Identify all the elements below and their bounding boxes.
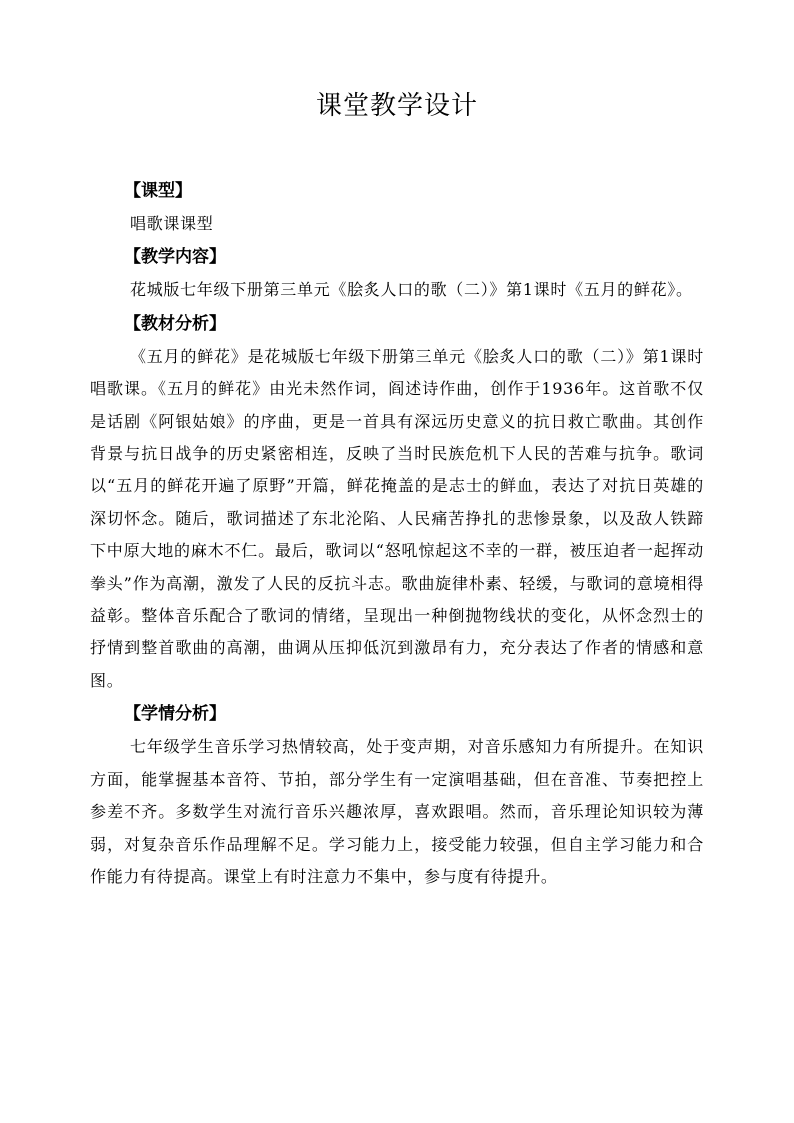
- section-text-lesson-type: 唱歌课课型: [130, 214, 214, 233]
- section-text-student-analysis: 七年级学生音乐学习热情较高，处于变声期，对音乐感知力有所提升。在知识方面，能掌握基本音符、节拍，部分学生有一定演唱基础，但在音准、节奏把控上参差不齐。多数学生对流行音乐兴趣浓厚，喜欢跟唱。然而，音乐理论知识较为薄弱，对复杂音乐作品理解不足。学习能力上，接受能力较强，但自主学习能力和合作能力有待提高。课堂上有时注意力不集中，参与度有待提升。: [90, 737, 704, 886]
- section-heading-lesson-type: 【课型】: [124, 181, 192, 201]
- page-title: 课堂教学设计: [315, 91, 478, 121]
- section-text-material-analysis: 《五月的鲜花》是花城版七年级下册第三单元《脍炙人口的歌（二）》第1课时唱歌课。《五月的鲜花》由光未然作词，阎述诗作曲，创作于1936年。这首歌不仅是话剧《阿银姑娘》的序曲，更是一首具有深远历史意义的抗日救亡歌曲。其创作背景与抗日战争的历史紧密相连，反映了当时民族危机下人民的苦难与抗争。歌词以“五月的鲜花开遍了原野”开篇，鲜花掩盖的是志士的鲜血，表达了对抗日英雄的深切怀念。随后，歌词描述了东北沦陷、人民痛苦挣扎的悲惨景象，以及敌人铁蹄下中原大地的麻木不仁。最后，歌词以“怒吼惊起这不幸的一群，被压迫者一起挥动拳头”作为高潮，激发了人民的反抗斗志。歌曲旋律朴素、轻缓，与歌词的意境相得益彰。整体音乐配合了歌词的情绪，呈现出一种倒抛物线状的变化，从怀念烈士的抒情到整首歌曲的高潮，曲调从压抑低沉到激昂有力，充分表达了作者的情感和意图。: [90, 346, 704, 690]
- document-body: [90, 174, 704, 893]
- section-heading-teaching-content: 【教学内容】: [124, 247, 226, 268]
- section-text-teaching-content: 花城版七年级下册第三单元《脍炙人口的歌（二）》第1课时《五月的鲜花》。: [130, 280, 693, 300]
- section-heading-student-analysis: 【学情分析】: [124, 704, 226, 725]
- section-heading-material-analysis: 【教材分析】: [124, 313, 226, 334]
